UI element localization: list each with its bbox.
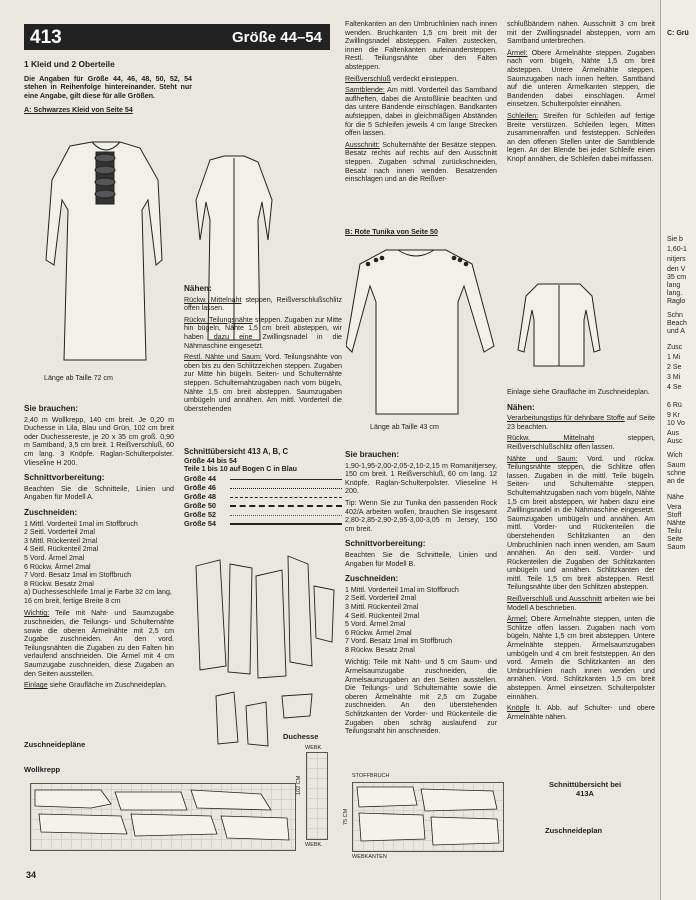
cut-item: a) Duchesseschleife 1mal je Farbe 32 cm lang, 16 cm breit, fertige Breite 8 cm <box>24 588 172 605</box>
tunic-sewing-text: steppen, Reißverschlußschlitz offen lassen. <box>507 434 655 451</box>
prep-text: Beachten Sie die Schnitteile, Linien und Angaben für Modell A. <box>24 484 174 502</box>
adjacent-text-fragment: und A <box>667 328 685 335</box>
overview-legend <box>184 448 342 528</box>
adjacent-text-fragment: Saum <box>667 462 686 469</box>
tunic-plan-width: 75 CM <box>343 808 349 825</box>
tunic-sewing-text: arbeiten wie bei Modell A beschrieben. <box>507 595 655 612</box>
wollkrepp-label: Wollkrepp <box>24 765 61 774</box>
tunic-prep-text: Beachten Sie die Schnitteile, Linien und Angaben für Modell B. <box>345 550 497 568</box>
legend-line <box>230 519 342 525</box>
sewing-step-key: Rückw. Teilungsnähte <box>184 315 253 324</box>
adjacent-text-fragment: Aus <box>667 430 680 437</box>
cut-item: 6 Rückw. Ärmel 2mal <box>345 628 412 637</box>
cutting-plan-heading: Zuschneideplan <box>545 826 603 835</box>
webk-label-top: WEBK. <box>305 745 323 751</box>
tunic-sketch-front <box>346 246 496 421</box>
adjacent-text-fragment: schne <box>667 470 686 477</box>
adjacent-text-fragment: 9 Kr <box>667 412 680 419</box>
cut-item: 4 Seitl. Rückenteil 2mal <box>345 611 420 620</box>
sewing-step-text: steppen, Reißverschlußschlitz offen lassen. <box>184 295 342 313</box>
tunic-sewing-step <box>507 434 655 451</box>
col3-step-key: Reißverschluß <box>345 74 391 83</box>
legend-line <box>230 510 342 516</box>
tunic-length: Länge ab Taille 43 cm <box>370 423 439 431</box>
column-3 <box>345 20 497 187</box>
col3-step-key: Ausschnitt: <box>345 140 380 149</box>
overview-sizes: Größe 44 bis 54 <box>184 456 237 465</box>
col4-step <box>507 112 655 164</box>
sewing-step-key: Restl. Nähte und Saum: <box>184 353 262 362</box>
column-1 <box>24 60 192 115</box>
duchesse-width: 102 CM <box>296 775 302 795</box>
einlage-note <box>24 681 174 690</box>
pattern-overview-diagram <box>186 546 342 752</box>
column-3-lower <box>345 444 497 739</box>
column-4 <box>507 20 655 167</box>
overview-parts: Teile 1 bis 10 auf Bogen C in Blau <box>184 465 297 474</box>
tunic-sewing-step <box>507 455 655 593</box>
cut-item: 8 Rückw. Besatz 2mal <box>345 645 415 654</box>
adjacent-text-fragment: Ausc <box>667 438 683 445</box>
tunic-sewing-text: Obere Ärmelnähte steppen, unten die Schlitze offen lassen. Zugaben nach vorn bügeln, Nähte 1,5 cm breit absteppen. Untere Ärmelnähte steppen. Ärmelsaumzugaben umbügeln und 4 cm breit feststeppen. An den vord. Ärmeln die Schlitzkanten an den Umbruchlinien nach innen wenden und annähen. Vord. Schlitzkanten 1,5 cm breit absteppen. Ärmel einsetzen. Schulterpolster einnähen. <box>507 615 655 701</box>
cut-item: 7 Vord. Besatz 1mal im Stoffbruch <box>345 637 453 646</box>
sewing-step <box>184 316 342 350</box>
col3-step <box>345 86 497 138</box>
adjacent-text-fragment: 35 cm <box>667 274 687 281</box>
col4-step-key: Schleifen: <box>507 111 539 120</box>
einlage-text: siehe Graufläche im Zuschneideplan. <box>49 681 167 690</box>
adjacent-text-fragment: Stoff <box>667 512 682 519</box>
cutting-plan-duchesse <box>306 752 328 840</box>
col4-step-text: Obere Ärmelnähte steppen. Zugaben nach vorn bügeln, Nähte 1,5 cm breit absteppen. Untere Ärmelnähte steppen. Saumzugaben nach innen heften. Samtband auf die unteren Ärmelkanten steppen, die Bandenden dabei einschlagen. Ärmel einsetzen. Schulterpolster einnähen. <box>507 48 655 109</box>
intro-text: Die Angaben für Größe 44, 46, 48, 50, 52, 54 stehen in Reihenfolge hintereinander. Steht nur eine Angabe, gilt diese für alle Größen. <box>24 74 192 100</box>
adjacent-text-fragment: 1 Mi <box>667 354 681 361</box>
legend-row <box>184 510 342 519</box>
duchesse-label: Duchesse <box>283 732 319 741</box>
adjacent-text-fragment: lang. <box>667 290 683 297</box>
cutting-plan-tunic <box>352 782 504 852</box>
cut-item: 5 Vord. Ärmel 2mal <box>345 620 406 629</box>
adjacent-text-fragment: Nähte <box>667 520 686 527</box>
cut-item: 4 Seitl. Rückenteil 2mal <box>24 545 99 554</box>
legend-size: Größe 50 <box>184 500 217 510</box>
column-2 <box>184 278 342 416</box>
tunic-sewing-step <box>507 615 655 701</box>
materials-text: 2,40 m Wollkrepp, 140 cm breit. Je 0,20 m Duchesse in Lila, Blau und Grün, 102 cm breit oder Duchessereste, je 20 x 35 cm groß. 0,90 m Samtband, 3,5 cm breit. 1 Reißverschluß, 60 cm lang. 3 Knöpfe. Raglan-Schulterpolster. Vlieseline H 200. <box>24 415 174 467</box>
tunic-sewing-text: auf Seite 23 beachten. <box>507 414 655 431</box>
col3-step <box>345 75 497 84</box>
legend-size: Größe 48 <box>184 491 217 501</box>
col4-step-text: Streifen für Schleifen auf fertige Breite verstürzen. Schleifen legen, Mitten zusammenraffen und feststeppen. Schleifen an den offenen Stellen unter die Samtblende legen. An der Blende bei jeder Schleife einen Knopf annähen, die Schleifen dabei mitfassen. <box>507 111 655 163</box>
important-note <box>24 609 174 678</box>
webk-label-bottom: WEBK. <box>305 842 323 848</box>
adjacent-text-fragment: nitjers <box>667 256 686 263</box>
page-number: 34 <box>26 870 37 880</box>
tunic-cut-list <box>345 586 497 655</box>
cut-item: 8 Rückw. Besatz 2mal <box>24 579 94 588</box>
legend-line <box>230 492 342 498</box>
adjacent-text-fragment: Teilu <box>667 528 682 535</box>
cut-item: 2 Seitl. Vorderteil 2mal <box>345 594 416 603</box>
cut-item: 1 Mittl. Vorderteil 1mal im Stoffbruch <box>345 585 459 594</box>
tunic-prep-heading: Schnittvorbereitung: <box>345 539 426 549</box>
overview-title: Schnittübersicht 413 A, B, C <box>184 447 289 456</box>
adjacent-text-fragment: an de <box>667 478 685 485</box>
col3-step <box>345 141 497 184</box>
adjacent-text-fragment: den V <box>667 266 686 273</box>
stoffbruch-label: STOFFBRUCH <box>352 773 390 779</box>
tunic-sewing-step <box>507 595 655 612</box>
header-bar <box>24 24 330 50</box>
adjacent-page-edge <box>660 0 696 900</box>
model-b-heading: B: Rote Tunika von Seite 50 <box>345 228 438 236</box>
adjacent-text-fragment: Sie b <box>667 236 683 243</box>
pattern-number: 413 <box>30 27 62 48</box>
cut-item: 6 Rückw. Ärmel 2mal <box>24 562 91 571</box>
cut-item: 5 Vord. Ärmel 2mal <box>24 553 85 562</box>
tunic-sewing-step <box>507 414 655 431</box>
legend-row <box>184 474 342 483</box>
legend-size: Größe 54 <box>184 518 217 528</box>
cut-list <box>24 520 174 606</box>
cut-heading: Zuschneiden: <box>24 507 78 517</box>
adjacent-text-fragment: Zusc <box>667 344 683 351</box>
adjacent-text-fragment: Beach <box>667 320 687 327</box>
tunic-sewing-text: lt. Abb. auf Schulter- und obere Ärmelnähte nähen. <box>507 704 655 721</box>
sewing-step-text: Vord. Teilungsnähte von oben bis zu den Schlitzzeichen steppen. Zugaben zur Mitte hin bügeln. Seiten- und Schulternähte steppen. Schulternahtzugaben nach vorn bügeln, Nähte 1,5 cm breit absteppen. Saumzugaben umbügeln und annähen. Am mittl. Vorderteil die überstehenden <box>184 353 342 413</box>
sewing-step-key: Rückw. Mittelnaht <box>184 295 242 304</box>
legend-line <box>230 501 342 507</box>
column-1-lower <box>24 398 192 693</box>
cutting-plan-wollkrepp <box>30 783 296 851</box>
adjacent-text-fragment: 10 Vo <box>667 420 685 427</box>
sewing-heading: Nähen: <box>184 284 212 293</box>
tunic-sewing-heading: Nähen: <box>507 402 535 412</box>
adjacent-text-fragment: Nähe <box>667 494 684 501</box>
col3-step-text: Am mittl. Vorderteil das Samtband auflheften, dabei die Anstoßlinie beachten und das untere Bandende einschlagen. Bandkanten aufsteppen, dabei in gleichmäßigen Abständen für die 5 Schleifen jeweils 4 cm lange Strecken offen lassen. <box>345 86 497 138</box>
einlage-label: Einlage <box>24 681 48 690</box>
col3-top-text: Faltenkanten an den Umbruchlinien nach innen wenden. Bruchkanten 1,5 cm breit mit der Zwillingsnadel absteppen. Falten zustecken, innen die Faltenkanten aufeinandersteppen. Restl. Teilungsnähte über den Falten absteppen. <box>345 20 497 71</box>
important-text: Teile mit Naht- und Saumzugabe zuschneiden, die Teilungs- und Schulternähte sowie die oberen Ärmelnähte mit 2,5 cm Zugabe zuschneiden. An den vord. Teilungsnähten die Zugaben zu den Falten hin verlaufend anschneiden. Die Ärmel mit 4 cm Saumzugabe zuschneiden, diese Zugaben an den Seiten ausstellen. <box>24 609 174 678</box>
legend-line <box>230 483 342 489</box>
legend-size: Größe 52 <box>184 509 217 519</box>
tunic-sketch-back <box>516 280 602 370</box>
adjacent-text-fragment: Seite <box>667 536 683 543</box>
dress-length: Länge ab Taille 72 cm <box>44 374 113 382</box>
col4-step-key: Ärmel: <box>507 48 528 57</box>
tunic-einlage: Einlage siehe Graufläche im Zuschneideplan. <box>507 388 650 396</box>
col3-step-key: Samtblende: <box>345 86 385 95</box>
col4-step <box>507 49 655 109</box>
materials-heading: Sie brauchen: <box>24 404 79 413</box>
adjacent-text-fragment: Saum <box>667 544 686 551</box>
legend-row <box>184 483 342 492</box>
tunic-sewing-key: Nähte und Saum: <box>507 454 578 463</box>
sewing-step <box>184 353 342 413</box>
legend-size: Größe 44 <box>184 473 217 483</box>
tunic-cut-heading: Zuschneiden: <box>345 574 399 584</box>
cut-item: 3 Mittl. Rückenteil 2mal <box>345 602 419 611</box>
adjacent-text-fragment: Schn <box>667 312 683 319</box>
cut-item: 2 Seitl. Vorderteil 2mal <box>24 528 95 537</box>
column-4-lower <box>507 388 655 724</box>
adjacent-text-fragment: lang <box>667 282 681 289</box>
tunic-materials-text: 1,90-1,95-2,00-2,05-2,10-2,15 m Romanitjersey, 150 cm breit. 1 Reißverschluß, 60 cm lang. 12 Knöpfe. Raglan-Schulterpolster. Vlieseline H 200. <box>345 461 497 496</box>
adjacent-text-fragment: Wich <box>667 452 683 459</box>
cut-item: 1 Mittl. Vorderteil 1mal im Stoffbruch <box>24 519 138 528</box>
sewing-step-text: steppen. Zugaben zur Mitte hin bügeln, Nähte 1,5 cm breit absteppen, wir haben dazu eine Zwillingsnadel in die Nähmaschine eingesetzt. <box>184 315 342 350</box>
adjacent-text-fragment: 2 Se <box>667 364 682 371</box>
tunic-sewing-key: Ärmel: <box>507 615 528 624</box>
tunic-tip: Tip: Wenn Sie zur Tunika den passenden Rock 402/A arbeiten wollen, brauchen Sie insgesamt 2,80-2,85-2,90-2,95-3,00-3,05 m Jersey, 150 cm breit. <box>345 498 497 533</box>
sewing-step <box>184 296 342 313</box>
adjacent-text-fragment: 3 Mi <box>667 374 681 381</box>
webkanten-label: WEBKANTEN <box>352 854 387 860</box>
model-a-heading: A: Schwarzes Kleid von Seite 54 <box>24 106 133 115</box>
adjacent-text-fragment: C: Grü <box>667 30 689 37</box>
cut-item: 3 Mittl. Rückenteil 2mal <box>24 536 98 545</box>
legend-line <box>230 474 342 480</box>
adjacent-text-fragment: Raglo <box>667 298 686 305</box>
legend-row <box>184 501 342 510</box>
tunic-important-note: Wichtig: Teile mit Naht- und 5 cm Saum- und Ärmelsaumzugabe zuschneiden, die Ärmelsaumzugaben an den Seiten ausstellen. Die Teilungs- und Schulternähte sowie die oberen Ärmelnähte mit 2,5 cm Zugabe zuschneiden. An den überstehenden Schlitzkanten der Vorder- und Rückenteile die Zugaben oben schräg auslaufend zur Teilungsnaht hin anschneiden. <box>345 658 497 736</box>
adjacent-text-fragment: Vera <box>667 504 682 511</box>
adjacent-text-fragment: 1,60-1 <box>667 246 687 253</box>
col4-top-text: schlußbändern nähen. Ausschnitt 3 cm breit mit der Zwillingsnadel absteppen, vorn am Samtband unterbrechen. <box>507 20 655 46</box>
section-title: 1 Kleid und 2 Oberteile <box>24 59 115 69</box>
adjacent-text-fragment: 6 Rü <box>667 402 682 409</box>
col3-step-text: verdeckt einsteppen. <box>392 74 459 83</box>
tunic-sewing-key: Knöpfe <box>507 704 530 713</box>
tunic-materials-heading: Sie brauchen: <box>345 450 400 459</box>
col3-step-text: Schulternähte der Besätze steppen. Besatz rechts auf rechts auf den Ausschnitt steppen. Zugaben schmal zurückschneiden, Besatz nach innen wenden. Besatzenden einschlagen und an die Reißver- <box>345 140 497 184</box>
legend-row <box>184 492 342 501</box>
size-range: Größe 44–54 <box>231 29 322 46</box>
tunic-sewing-key: Reißverschluß und Ausschnitt <box>507 595 602 604</box>
tunic-sewing-step <box>507 704 655 721</box>
cutting-plans-heading: Zuschneidepläne <box>24 740 86 749</box>
legend-size: Größe 46 <box>184 482 217 492</box>
tunic-sewing-key: Verarbeitungstips für dehnbare Stoffe <box>507 414 625 423</box>
tunic-sewing-text: Vord. und rückw. Teilungsnähte steppen, die Schlitze offen lassen. Zugaben in die mittl. Teile bügeln. Seiten- und Schulternähte steppen. Schulternahtzugaben nach vorn bügeln, Nähte 1,5 cm breit absteppen, wir haben dazu eine Zwillingsnadel in die Nähmaschine eingesetzt. Saumzugaben umbügeln und annähen. Am mittl. Vorder- und Rückenteilen die überstehenden Schlitzkanten an den Umbruchlinien nach innen wenden, am Saum annähen. An den seitl. Vorder- und Rückenteilen die Zugaben der Schlitzkanten umbügeln und annähen. Schlitzkanten der mittl. Teile 1,5 cm breit absteppen. Restl. Teilungsnähte über den Schlitzen absteppen. <box>507 454 655 592</box>
legend-row <box>184 519 342 528</box>
adjacent-text-fragment: 4 Se <box>667 384 682 391</box>
cut-item: 7 Vord. Besatz 1mal im Stoffbruch <box>24 571 132 580</box>
overview-ref: Schnittübersicht bei 413A <box>548 780 622 798</box>
tunic-sewing-key: Rückw. Mittelnaht <box>507 434 595 443</box>
prep-heading: Schnittvorbereitung: <box>24 473 105 483</box>
important-label: Wichtig: <box>24 609 50 618</box>
